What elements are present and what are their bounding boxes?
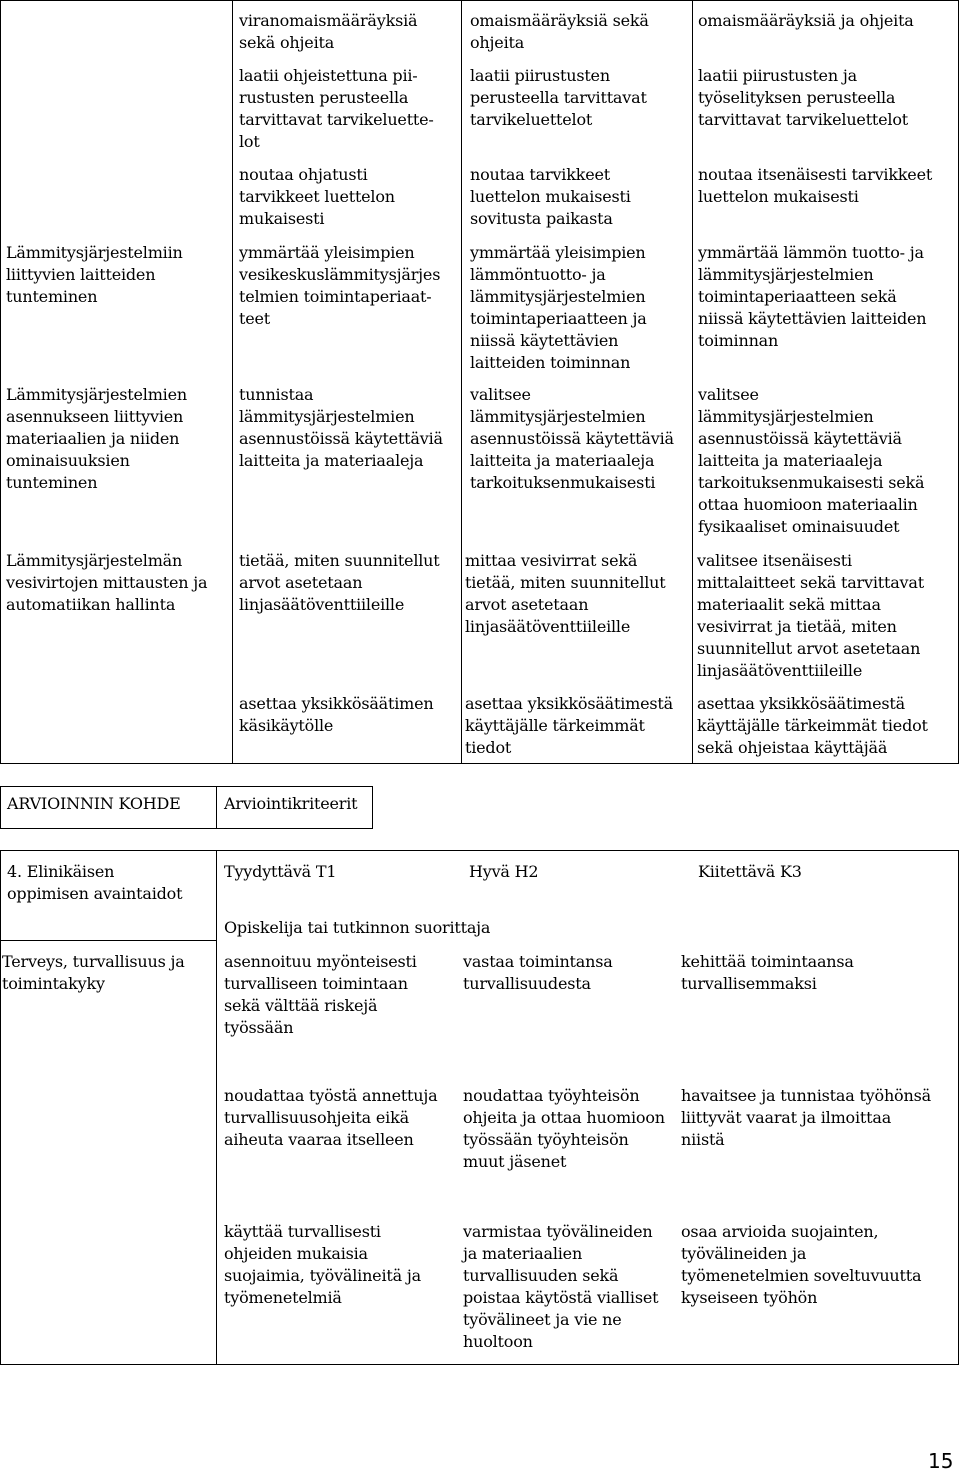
text-line: suunnitellut arvot asetetaan [697,639,921,658]
text-line: havaitsee ja tunnistaa työhönsä [681,1086,931,1105]
safety-row-2-k3 [681,1085,931,1151]
text-line: arvot asetetaan [465,595,589,614]
text-line: noutaa itsenäisesti tarvikkeet [698,165,933,184]
text-line: ominaisuuksien [6,451,130,470]
table-row-1-h2 [470,10,649,54]
text-line: ymmärtää yleisimpien [239,243,415,262]
text-line: lämmitysjärjestelmien [470,287,646,306]
text-line: toiminnan [698,331,779,350]
text-line: turvallisuuden sekä [463,1266,619,1285]
text-line: lämmitysjärjestelmien [698,265,874,284]
text-line: lot [239,132,260,151]
text-line: sekä ohjeita [239,33,335,52]
table-row-6-h2 [465,550,666,638]
text-line: Terveys, turvallisuus ja [2,952,185,971]
text-line: materiaalit sekä mittaa [697,595,881,614]
text-line: työvälineet ja vie ne [463,1310,622,1329]
text-line: noutaa ohjatusti [239,165,368,184]
text-line: materiaalien ja niiden [6,429,180,448]
text-line: liittyvät vaarat ja ilmoittaa [681,1108,892,1127]
text-line: kyseiseen työhön [681,1288,818,1307]
text-line: Lämmitysjärjestelmän [6,551,183,570]
text-line: niissä käytettävien [470,331,619,350]
table-row-2-h2 [470,65,647,131]
text-line: ja materiaalien [463,1244,583,1263]
text-line: lämmöntuotto- ja [470,265,606,284]
text-line: asennoituu myönteisesti [224,952,417,971]
text-line: Lämmitysjärjestelmien [6,385,187,404]
text-line: laitteita ja materiaaleja [470,451,655,470]
text-line: tietää, miten suunnitellut [465,573,666,592]
text-line: mukaisesti [239,209,325,228]
text-line: valitsee [470,385,531,404]
text-line: ohjeita ja ottaa huomioon [463,1108,665,1127]
table-row-2-t1 [239,65,434,153]
table-row-5-h2 [470,384,674,494]
text-line: turvalliseen toimintaan [224,974,408,993]
safety-row-1-h2 [463,951,613,995]
text-line: automatiikan hallinta [6,595,176,614]
text-line: työssään [224,1018,294,1037]
text-line: vastaa toimintansa [463,952,613,971]
table-row-4-target [6,242,183,308]
text-line: ymmärtää lämmön tuotto- ja [698,243,924,262]
text-line: asettaa yksikkösäätimen [239,694,434,713]
text-line: valitsee itsenäisesti [697,551,852,570]
text-line: niissä käytettävien laitteiden [698,309,927,328]
safety-row-3-h2 [463,1221,658,1353]
text-line: noudattaa työstä annettuja [224,1086,438,1105]
text-line: vesikeskuslämmitysjärjes [239,265,441,284]
text-line: ymmärtää yleisimpien [470,243,646,262]
table-row-5-k3 [698,384,924,538]
text-line: tarvikkeet luettelon [239,187,395,206]
text-line: tunteminen [6,473,98,492]
safety-row-2-t1 [224,1085,438,1151]
text-line: tietää, miten suunnitellut [239,551,440,570]
competence-heading [7,861,182,905]
text-line: luettelon mukaisesti [470,187,631,206]
text-line: laatii ohjeistettuna pii- [239,66,418,85]
text-line: asennustöissä käytettäviä [470,429,674,448]
text-line: turvallisuusohjeita eikä [224,1108,409,1127]
text-line: laitteita ja materiaaleja [698,451,883,470]
text-line: ottaa huomioon materiaalin [698,495,918,514]
text-line: tiedot [465,738,512,757]
grade-t1-heading: Tyydyttävä T1 [224,862,337,881]
text-line: rustusten perusteella [239,88,409,107]
text-line: teet [239,309,270,328]
table-row-7-t1 [239,693,434,737]
text-line: vesivirrat ja tietää, miten [697,617,897,636]
text-line: työmenetelmiä [224,1288,342,1307]
table-row-4-t1 [239,242,440,330]
text-line: asettaa yksikkösäätimestä [697,694,905,713]
text-line: tarvittavat tarvikeluettelot [698,110,909,129]
text-line: omaismääräyksiä sekä [470,11,649,30]
text-line: mittalaitteet sekä tarvittavat [697,573,924,592]
table-row-2-k3 [698,65,908,131]
text-line: laatii piirustusten ja [698,66,857,85]
text-line: työvälineiden ja [681,1244,807,1263]
text-line: tarvittavat tarvikeluette- [239,110,434,129]
text-line: lämmitysjärjestelmien [239,407,415,426]
table-row-1-t1 [239,10,417,54]
text-line: suojaimia, työvälineitä ja [224,1266,421,1285]
text-line: työselityksen perusteella [698,88,896,107]
text-line: työssään työyhteisön [463,1130,629,1149]
text-line: huoltoon [463,1332,533,1351]
text-line: tunnistaa [239,385,314,404]
text-line: toimintaperiaatteen sekä [698,287,897,306]
text-line: perusteella tarvittavat [470,88,647,107]
text-line: muut jäsenet [463,1152,567,1171]
performer-heading: Opiskelija tai tutkinnon suorittaja [224,918,491,937]
text-line: noutaa tarvikkeet [470,165,610,184]
table-row-7-k3 [697,693,928,759]
text-line: noudattaa työyhteisön [463,1086,640,1105]
text-line: vesivirtojen mittausten ja [6,573,208,592]
table-row-4-h2 [470,242,647,374]
text-line: arvot asetetaan [239,573,363,592]
table-row-6-target [6,550,207,616]
text-line: telmien toimintaperiaat- [239,287,432,306]
section-title [2,951,185,995]
text-line: laitteita ja materiaaleja [239,451,424,470]
page-number: 15 [928,1449,954,1473]
text-line: oppimisen avaintaidot [7,884,183,903]
text-line: luettelon mukaisesti [698,187,859,206]
text-line: linjasäätöventtiileille [239,595,405,614]
table-row-3-t1 [239,164,395,230]
text-line: varmistaa työvälineiden [463,1222,653,1241]
text-line: linjasäätöventtiileille [465,617,631,636]
text-line: 4. Elinikäisen [7,862,115,881]
text-line: asennustöissä käytettäviä [698,429,902,448]
table-row-6-t1 [239,550,440,616]
safety-row-1-k3 [681,951,854,995]
table-row-7-h2 [465,693,673,759]
text-line: tunteminen [6,287,98,306]
text-line: käyttäjälle tärkeimmät tiedot [697,716,928,735]
grade-k3-heading: Kiitettävä K3 [698,862,802,881]
text-line: poistaa käytöstä vialliset [463,1288,659,1307]
table-row-6-k3 [697,550,924,682]
text-line: käyttäjälle tärkeimmät [465,716,645,735]
table-row-3-k3 [698,164,932,208]
text-line: ohjeita [470,33,525,52]
table-row-5-target [6,384,187,494]
grade-h2-heading: Hyvä H2 [469,862,539,881]
table-row-1-k3 [698,10,914,32]
text-line: omaismääräyksiä ja ohjeita [698,11,914,30]
text-line: viranomaismääräyksiä [239,11,418,30]
text-line: käsikäytölle [239,716,334,735]
text-line: valitsee [698,385,759,404]
text-line: laitteiden toiminnan [470,353,631,372]
text-line: työmenetelmien soveltuvuutta [681,1266,922,1285]
table-row-4-k3 [698,242,926,352]
text-line: laatii piirustusten [470,66,610,85]
safety-row-1-t1 [224,951,417,1039]
safety-row-2-h2 [463,1085,665,1173]
text-line: lämmitysjärjestelmien [698,407,874,426]
text-line: mittaa vesivirrat sekä [465,551,638,570]
text-line: linjasäätöventtiileille [697,661,863,680]
text-line: käyttää turvallisesti [224,1222,381,1241]
text-line: asennustöissä käytettäviä [239,429,443,448]
text-line: liittyvien laitteiden [6,265,156,284]
text-line: aiheuta vaaraa itselleen [224,1130,414,1149]
safety-row-3-k3 [681,1221,921,1309]
text-line: sekä ohjeistaa käyttäjää [697,738,888,757]
text-line: Lämmitysjärjestelmiin [6,243,183,262]
text-line: turvallisuudesta [463,974,591,993]
assessment-target-label: ARVIOINNIN KOHDE [7,794,181,813]
text-line: sekä välttää riskejä [224,996,378,1015]
text-line: asennukseen liittyvien [6,407,184,426]
criteria-label: Arviointikriteerit [224,794,358,813]
table-row-5-t1 [239,384,443,472]
text-line: kehittää toimintaansa [681,952,854,971]
text-line: asettaa yksikkösäätimestä [465,694,673,713]
text-line: niistä [681,1130,725,1149]
text-line: fysikaaliset ominaisuudet [698,517,900,536]
safety-row-3-t1 [224,1221,421,1309]
text-line: tarkoituksenmukaisesti [470,473,656,492]
text-line: sovitusta paikasta [470,209,613,228]
text-line: toimintakyky [2,974,105,993]
text-line: turvallisemmaksi [681,974,817,993]
text-line: ohjeiden mukaisia [224,1244,368,1263]
text-line: tarkoituksenmukaisesti sekä [698,473,925,492]
text-line: osaa arvioida suojainten, [681,1222,879,1241]
text-line: lämmitysjärjestelmien [470,407,646,426]
table-row-3-h2 [470,164,631,230]
text-line: tarvikeluettelot [470,110,593,129]
text-line: toimintaperiaatteen ja [470,309,647,328]
